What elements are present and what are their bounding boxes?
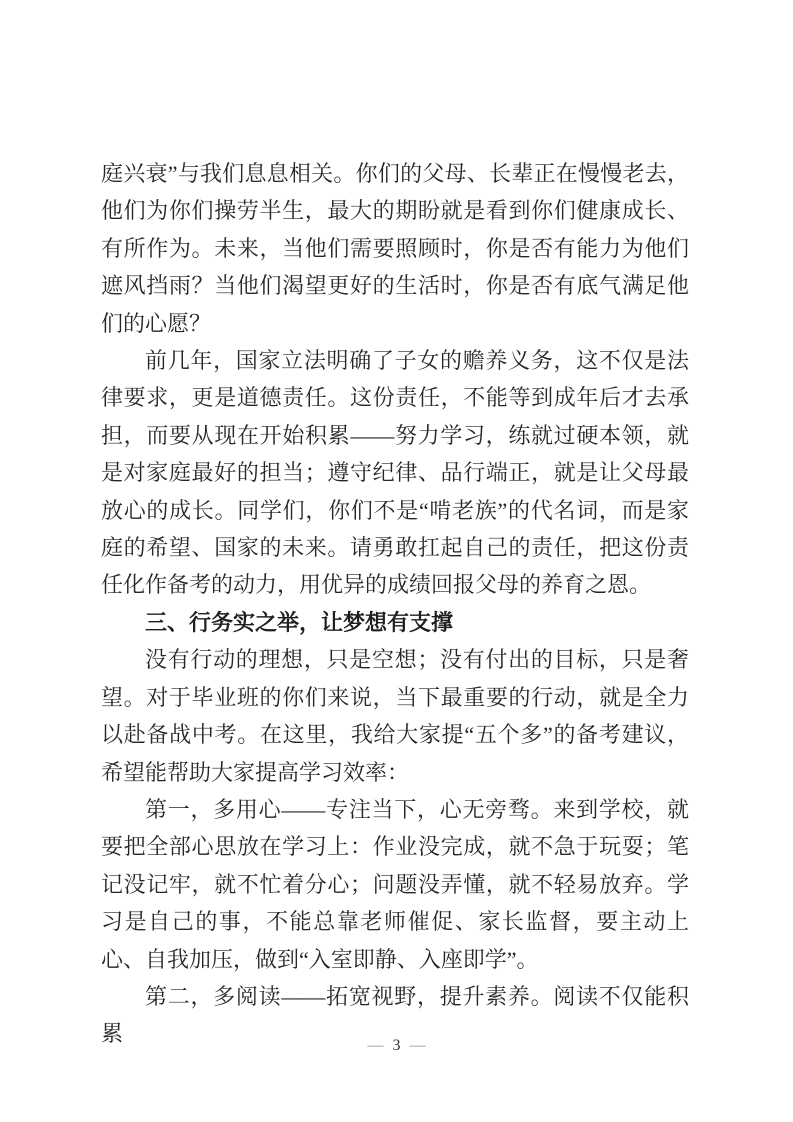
section-heading-three: 三、行务实之举，让梦想有支撑	[145, 609, 454, 635]
footer-dash-right: —	[409, 1037, 426, 1054]
page-footer	[0, 1036, 793, 1056]
footer-dash-left: —	[367, 1037, 384, 1054]
page-number: 3	[392, 1037, 401, 1054]
paragraph-advice-first: 第一，多用心——专注当下，心无旁骛。来到学校，就要把全部心思放在学习上：作业没完成，就不急于玩耍；笔记没记牢，就不忙着分心；问题没弄懂，就不轻易放弃。学习是自己的事，不能总靠老师催促、家长监督，要主动上心、自我加压，做到“入室即静、入座即学”。	[101, 796, 689, 972]
paragraph-support-obligation: 前几年，国家立法明确了子女的赡养义务，这不仅是法律要求，更是道德责任。这份责任，不能等到成年后才去承担，而要从现在开始积累——努力学习，练就过硬本领，就是对家庭最好的担当；遵守纪律、品行端正，就是让父母最放心的成长。同学们，你们不是“啃老族”的代名词，而是家庭的希望、国家的未来。请勇敢扛起自己的责任，把这份责任化作备考的动力，用优异的成绩回报父母的养育之恩。	[101, 348, 689, 598]
paragraph-family-duty-continuation: 庭兴衰”与我们息息相关。你们的父母、长辈正在慢慢老去，他们为你们操劳半生，最大的期盼就是看到你们健康成长、有所作为。未来，当他们需要照顾时，你是否有能力为他们遮风挡雨？当他们渴望更好的生活时，你是否有底气满足他们的心愿？	[101, 161, 689, 336]
paragraph-advice-second-partial: 第二，多阅读——拓宽视野，提升素养。阅读不仅能积累	[101, 983, 689, 1047]
paragraph-action-intro: 没有行动的理想，只是空想；没有付出的目标，只是奢望。对于毕业班的你们来说，当下最重要的行动，就是全力以赴备战中考。在这里，我给大家提“五个多”的备考建议，希望能帮助大家提高学习效率：	[101, 647, 689, 785]
document-body	[101, 155, 689, 1053]
